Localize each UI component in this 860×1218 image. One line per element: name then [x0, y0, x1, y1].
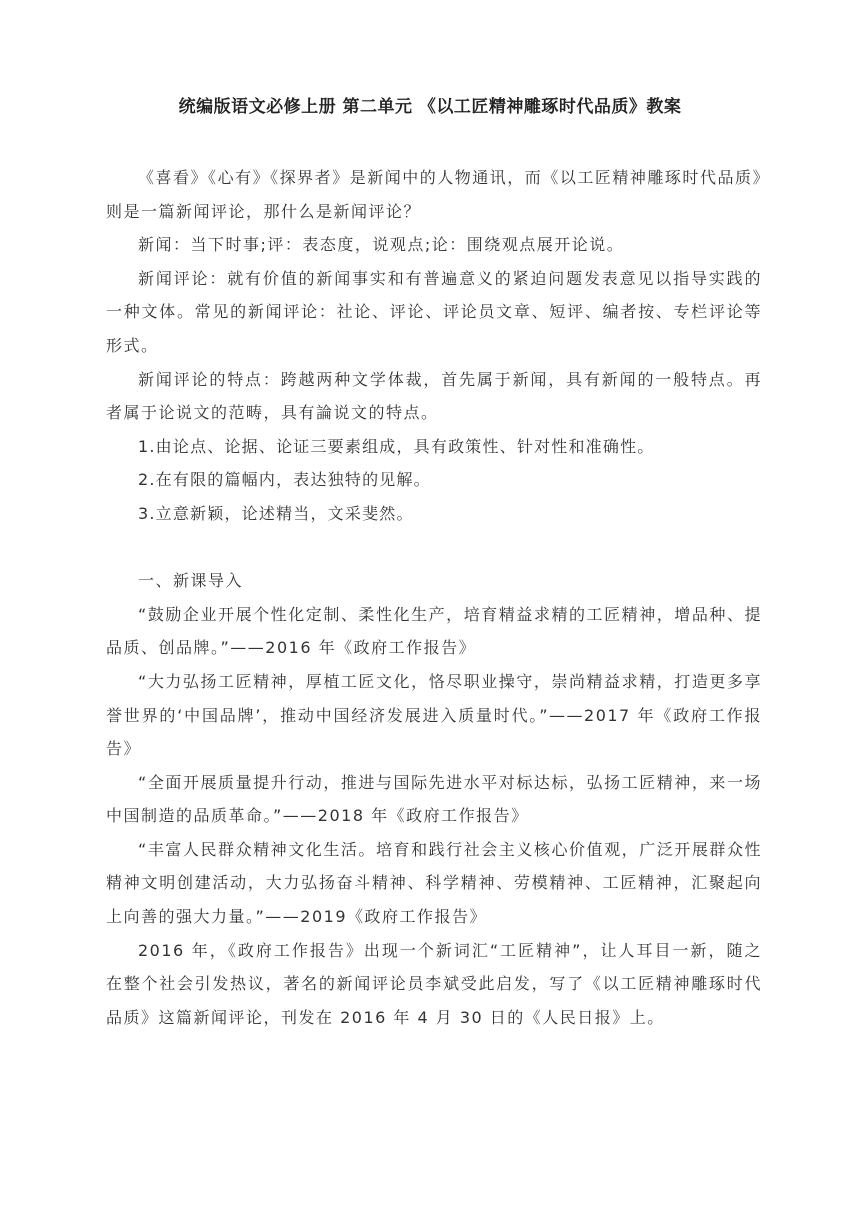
definition-paragraph: 新闻：当下时事;评：表态度，说观点;论：围绕观点展开论说。	[138, 235, 625, 255]
document-body	[106, 161, 762, 1034]
news-commentary-features: 新闻评论的特点：跨越两种文学体裁，首先属于新闻，具有新闻的一般特点。再者属于论说文的范畴，具有論说文的特点。	[106, 369, 762, 423]
feature-item-2: 2.在有限的篇幅内，表达独特的见解。	[138, 470, 431, 490]
background-paragraph: 2016 年，《政府工作报告》出现一个新词汇“工匠精神”，让人耳目一新，随之在整个社会引发热议，著名的新闻评论员李斌受此启发，写了《以工匠精神雕琢时代品质》这篇新闻评论，刊发在 2016 年 4 月 30 日的《人民日报》上。	[106, 940, 762, 1027]
document-title: 统编版语文必修上册 第二单元 《以工匠精神雕琢时代品质》教案	[178, 97, 682, 117]
quote-2019: “丰富人民群众精神文化生活。培育和践行社会主义核心价值观，广泛开展群众性精神文明创建活动，大力弘扬奋斗精神、科学精神、劳模精神、工匠精神，汇聚起向上向善的强大力量。”——2019《政府工作报告》	[106, 839, 762, 927]
quote-2016: “鼓励企业开展个性化定制、柔性化生产，培育精益求精的工匠精神，增品种、提品质、创品牌。”——2016 年《政府工作报告》	[106, 604, 762, 658]
news-commentary-definition: 新闻评论：就有价值的新闻事实和有普遍意义的紧迫问题发表意见以指导实践的一种文体。常见的新闻评论：社论、评论、评论员文章、短评、编者按、专栏评论等形式。	[106, 268, 762, 355]
feature-item-1: 1.由论点、论据、论证三要素组成，具有政策性、针对性和准确性。	[138, 436, 655, 456]
intro-paragraph: 《喜看》《心有》《探界者》是新闻中的人物通讯，而《以工匠精神雕琢时代品质》则是一篇新闻评论，那什么是新闻评论？	[106, 168, 762, 221]
section-heading: 一、新课导入	[138, 571, 244, 591]
quote-2017: “大力弘扬工匠精神，厚植工匠文化，恪尽职业操守，崇尚精益求精，打造更多享誉世界的‘中国品牌’，推动中国经济发展进入质量时代。”——2017 年《政府工作报告》	[106, 671, 762, 759]
quote-2018: “全面开展质量提升行动，推进与国际先进水平对标达标，弘扬工匠精神，来一场中国制造的品质革命。”——2018 年《政府工作报告》	[106, 772, 762, 826]
feature-item-3: 3.立意新颖，论述精当，文采斐然。	[138, 503, 414, 523]
